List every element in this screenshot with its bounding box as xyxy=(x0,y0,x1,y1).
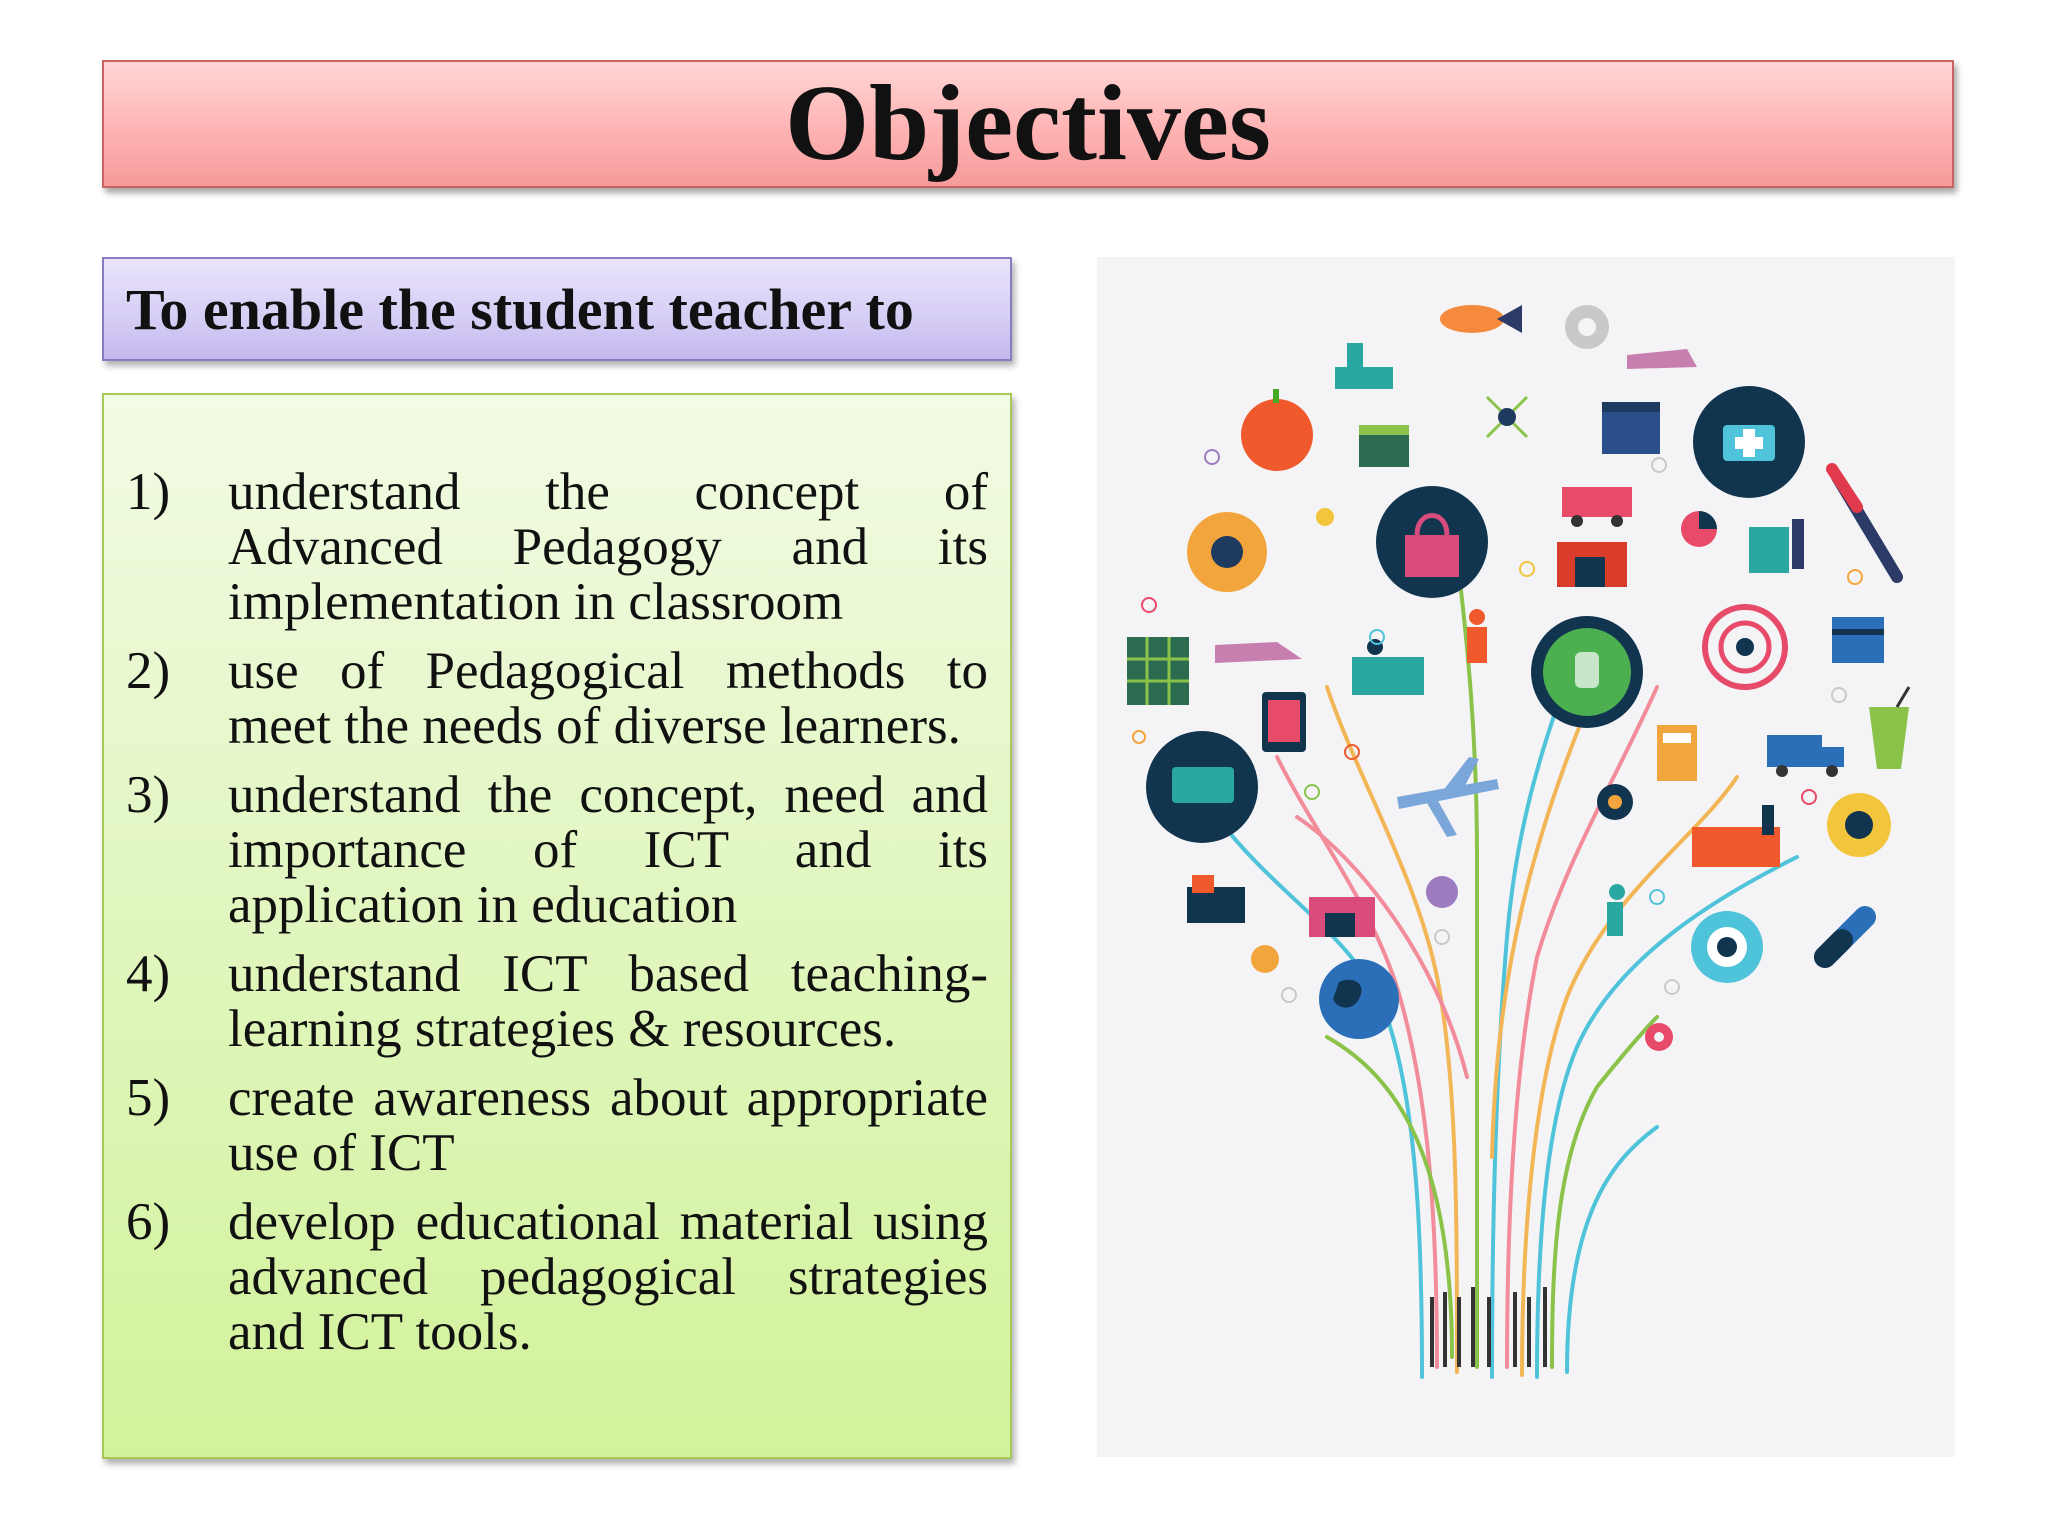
eye-icon xyxy=(1691,911,1763,983)
objective-text: use of Pedagogical methods to meet the needs of diverse learners. xyxy=(228,642,988,755)
objective-number: 5) xyxy=(126,1069,171,1127)
cup-icon xyxy=(1869,687,1909,769)
objective-item xyxy=(126,768,988,933)
tree-svg xyxy=(1097,257,1955,1457)
sneaker-icon xyxy=(1215,642,1302,663)
tablet-icon xyxy=(1262,692,1306,752)
pill-icon xyxy=(1825,917,1865,957)
shopping-bag-icon xyxy=(1376,486,1488,598)
syringe-icon xyxy=(1832,469,1897,577)
objective-number: 2) xyxy=(126,642,171,700)
truck-icon xyxy=(1562,487,1632,527)
pie-chart-icon xyxy=(1681,511,1717,547)
subtitle-box xyxy=(102,257,1012,361)
objective-number: 3) xyxy=(126,766,171,824)
globe-icon xyxy=(1319,959,1399,1039)
slide-title: Objectives xyxy=(785,64,1271,183)
cashier-icon xyxy=(1352,639,1424,695)
grid-icon xyxy=(1127,637,1189,705)
shoe-icon xyxy=(1627,349,1697,369)
truck-icon xyxy=(1767,735,1844,777)
calendar-icon xyxy=(1602,402,1660,454)
apple-icon xyxy=(1241,389,1313,471)
objective-text: create awareness about appropriate use of ICT xyxy=(228,1069,988,1182)
technology-tree-illustration xyxy=(1097,257,1955,1457)
box-icon xyxy=(1832,617,1884,663)
gear-icon xyxy=(1645,1023,1673,1051)
network-icon xyxy=(1487,397,1527,437)
objective-item xyxy=(126,1195,988,1360)
gear-icon xyxy=(1597,784,1633,820)
building-icon xyxy=(1749,519,1804,573)
airplane-icon xyxy=(1397,757,1499,837)
objectives-list xyxy=(126,465,988,1360)
objective-text: understand the concept of Advanced Pedagogy and its implementation in classroom xyxy=(228,463,988,631)
hand-icon xyxy=(1531,616,1643,728)
bus-icon xyxy=(1146,731,1258,843)
subtitle-text: To enable the student teacher to xyxy=(126,276,914,342)
objective-item xyxy=(126,465,988,630)
factory-icon xyxy=(1557,542,1627,587)
store-icon xyxy=(1309,897,1375,937)
gear-icon xyxy=(1251,945,1279,973)
objective-number: 6) xyxy=(126,1193,171,1251)
crane-icon xyxy=(1335,343,1393,389)
target-icon xyxy=(1705,607,1785,687)
gear-icon xyxy=(1187,512,1267,592)
objective-number: 1) xyxy=(126,463,171,521)
person-icon xyxy=(1467,609,1487,663)
fish-icon xyxy=(1440,305,1522,333)
walker-icon xyxy=(1607,884,1625,936)
objective-text: develop educational material using advanced pedagogical strategies and ICT tools. xyxy=(228,1193,988,1361)
gadget-icon xyxy=(1187,875,1245,923)
objective-number: 4) xyxy=(126,945,171,1003)
gear-icon xyxy=(1827,793,1891,857)
title-banner xyxy=(102,60,1954,188)
medical-kit-icon xyxy=(1693,386,1805,498)
objective-item xyxy=(126,644,988,754)
objective-item xyxy=(126,1071,988,1181)
book-icon xyxy=(1657,725,1697,781)
gear-icon xyxy=(1565,305,1609,349)
gear-icon xyxy=(1426,876,1458,908)
objectives-box xyxy=(102,393,1012,1459)
objective-text: understand the concept, need and importance of ICT and its application in education xyxy=(228,766,988,934)
box-icon xyxy=(1359,425,1409,467)
objective-text: understand ICT based teaching-learning strategies & resources. xyxy=(228,945,988,1058)
objective-item xyxy=(126,947,988,1057)
